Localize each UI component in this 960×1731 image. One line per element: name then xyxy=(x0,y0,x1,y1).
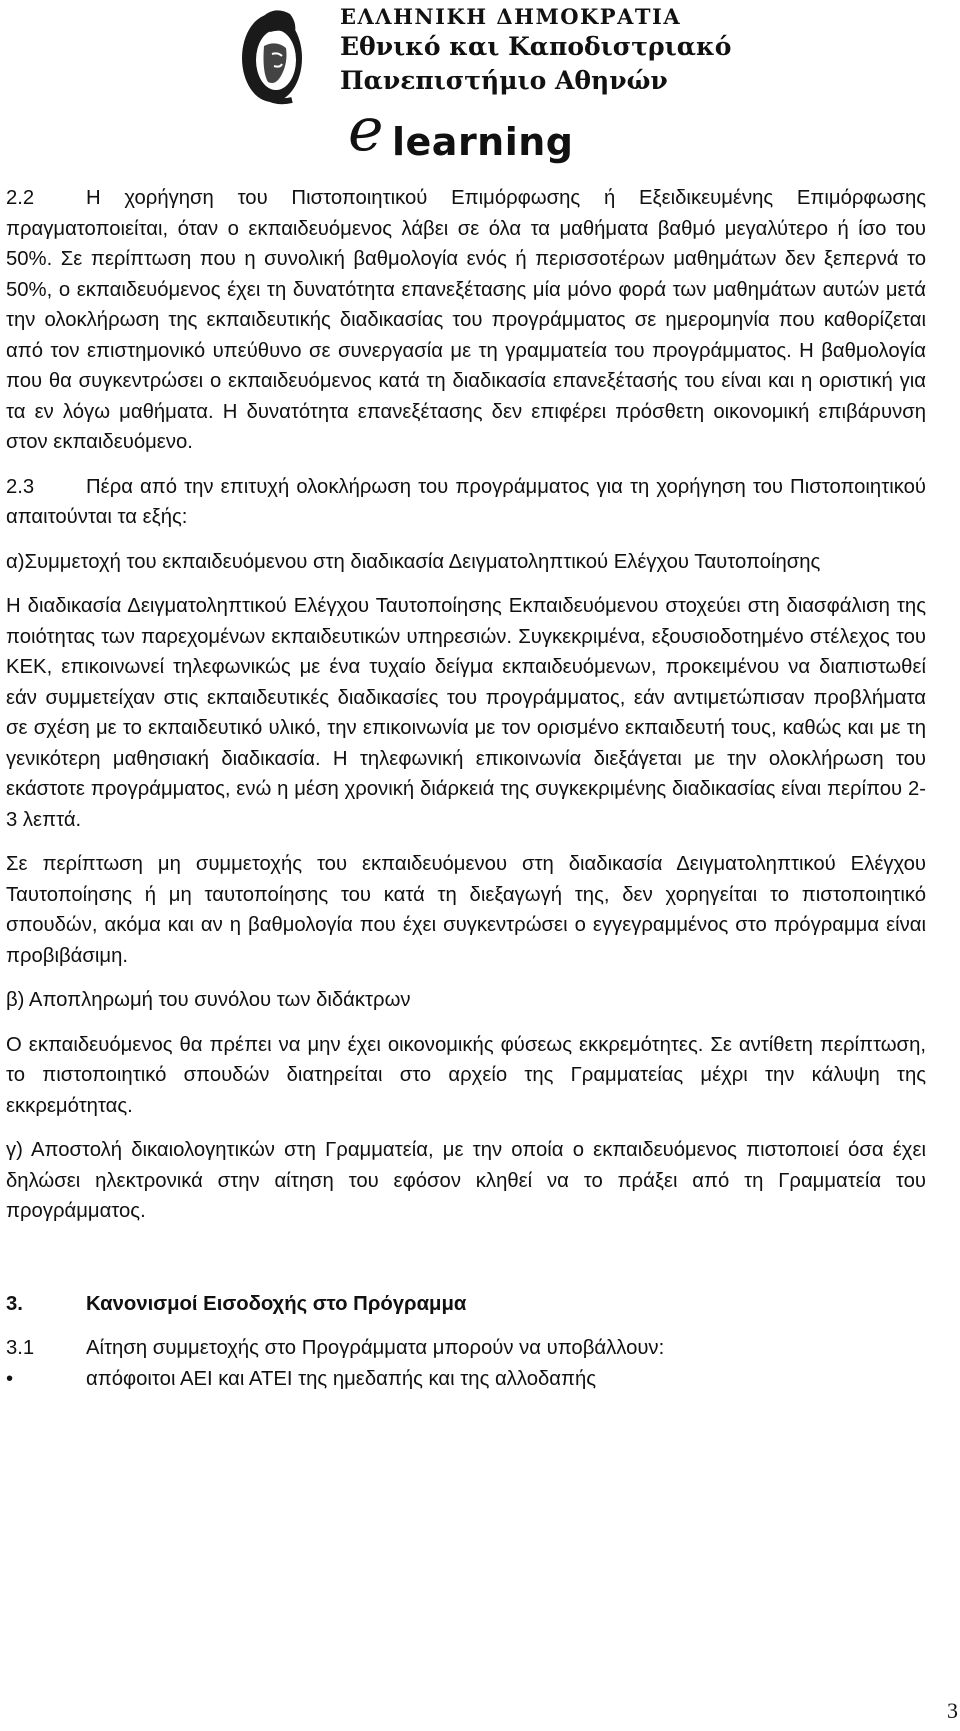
bullet-mark: • xyxy=(6,1367,14,1390)
item-a-body-2: Σε περίπτωση μη συμμετοχής του εκπαιδευόμενου στη διαδικασία Δειγματοληπτικού Ελέγχου Ταυτοποίησης ή μη ταυτοποίησης του κατά τη διεξαγωγή της, δεν χορηγείται το πιστοποιητικό σπουδών, ακόμα και αν η βαθμολογία που έχει συγκεντρώσει ο εγγεγραμμένος στο πρόγραμμα είναι προβιβάσιμη. xyxy=(6,853,926,967)
section-number: 3. xyxy=(6,1292,23,1315)
paragraph-3-1 xyxy=(6,1333,926,1364)
elearning-logo-text: learning xyxy=(392,120,574,164)
item-a-body: Η διαδικασία Δειγματοληπτικού Ελέγχου Ταυτοποίησης Εκπαιδευόμενου στοχεύει στη διασφάλιση της ποιότητας των παρεχομένων εκπαιδευτικών υπηρεσιών. Συγκεκριμένα, εξουσιοδοτημένο στέλεχος του ΚΕΚ, επικοινωνεί τηλεφωνικώς με ένα τυχαίο δείγμα εκπαιδευόμενων, προκειμένου να διαπιστωθεί εάν συμμετείχαν στις εκπαιδευτικές διαδικασίες του προγράμματος, εάν αντιμετώπισαν προβλήματα σε σχέση με το εκπαιδευτικό υλικό, την επικοινωνία με τον ορισμένο εκπαιδευτή τους, καθώς και με τη γενικότερη μαθησιακή διαδικασία. Η τηλεφωνική επικοινωνία διεξάγεται με την ολοκλήρωση του εκάστοτε προγράμματος, ενώ η μέση χρονική διάρκειά της συγκεκριμένης διαδικασίας είναι περίπου 2-3 λεπτά. xyxy=(6,595,926,831)
athena-head-seal-icon xyxy=(236,2,308,112)
university-name-line1: Εθνικό και Καποδιστριακό xyxy=(340,32,732,61)
item-b-title: β) Αποπληρωμή του συνόλου των διδάκτρων xyxy=(6,989,411,1011)
section-title: Κανονισμοί Εισοδοχής στο Πρόγραμμα xyxy=(86,1292,467,1315)
section-3-heading xyxy=(6,1289,926,1320)
paragraph-number: 3.1 xyxy=(6,1337,35,1359)
paragraph-text-first-line: Η χορήγηση του Πιστοποιητικού Επιμόρφωσης ή Εξειδικευμένης xyxy=(86,187,774,209)
paragraph-number: 2.2 xyxy=(6,187,35,209)
elearning-logo xyxy=(348,95,608,170)
paragraph-text: Επιμόρφωσης πραγματοποιείται, όταν ο εκπαιδευόμενος λάβει σε όλα τα μαθήματα βαθμό μεγαλύτερο ή ίσο του 50%. Σε περίπτωση που η συνολική βαθμολογία ενός ή περισσοτέρων μαθημάτων δεν ξεπερνά το 50%, ο εκπαιδευόμενος έχει τη δυνατότητα επανεξέτασης μία μόνο φορά των μαθημάτων αυτών μετά την ολοκλήρωση της εκπαιδευτικής διαδικασίας του προγράμματος σε ημερομηνία που καθορίζεται από τον επιστημονικό υπεύθυνο σε συνεργασία με τη γραμματεία του προγράμματος. Η βαθμολογία που θα συγκεντρώσει ο εκπαιδευόμενος κατά τη διαδικασία επανεξέτασής του είναι και η οριστική για τα εν λόγω μαθήματα. Η δυνατότητα επανεξέτασης δεν επιφέρει πρόσθετη οικονομική επιβάρυνση στον εκπαιδευόμενο. xyxy=(6,187,926,453)
paragraph-text: χορήγηση του Πιστοποιητικού απαιτούνται τα εξής: xyxy=(6,475,926,528)
item-b-body: Ο εκπαιδευόμενος θα πρέπει να μην έχει οικονομικής φύσεως εκκρεμότητες. Σε αντίθετη περίπτωση, το πιστοποιητικό σπουδών διατηρείται στο αρχείο της Γραμματείας μέχρι την κάλυψη της εκκρεμότητας. xyxy=(6,1033,926,1117)
republic-label: ΕΛΛΗΝΙΚΗ ΔΗΜΟΚΡΑΤΙΑ xyxy=(340,4,682,29)
page-number: 3 xyxy=(947,1698,958,1723)
item-a-title: α)Συμμετοχή του εκπαιδευόμενου στη διαδικασία Δειγματοληπτικού Ελέγχου Ταυτοποίησης xyxy=(6,550,821,573)
paragraph-2-3 xyxy=(6,472,926,533)
document-body xyxy=(6,183,926,1394)
paragraph-2-2 xyxy=(6,183,926,458)
item-c: γ) Αποστολή δικαιολογητικών στη Γραμματεία, με την οποία ο εκπαιδευόμενος πιστοποιεί όσα έχει δηλώσει ηλεκτρονικά στην αίτηση του εφόσον κληθεί να το πράξει από τη Γραμματεία του προγράμματος. xyxy=(6,1139,926,1222)
letterhead xyxy=(236,0,756,170)
bullet-text: απόφοιτοι ΑΕΙ και ΑΤΕΙ της ημεδαπής και της αλλοδαπής xyxy=(86,1367,597,1390)
elearning-logo-e: e xyxy=(348,95,384,165)
university-name-line2: Πανεπιστήμιο Αθηνών xyxy=(340,66,668,95)
paragraph-text: Αίτηση συμμετοχής στο Προγράμματα μπορούν να υποβάλλουν: xyxy=(86,1337,665,1359)
paragraph-number: 2.3 xyxy=(6,475,35,498)
bullet-item xyxy=(6,1364,926,1395)
letterhead-text xyxy=(340,4,731,98)
paragraph-text-first-line: Πέρα από την επιτυχή ολοκλήρωση του προγράμματος για τη xyxy=(86,475,650,498)
